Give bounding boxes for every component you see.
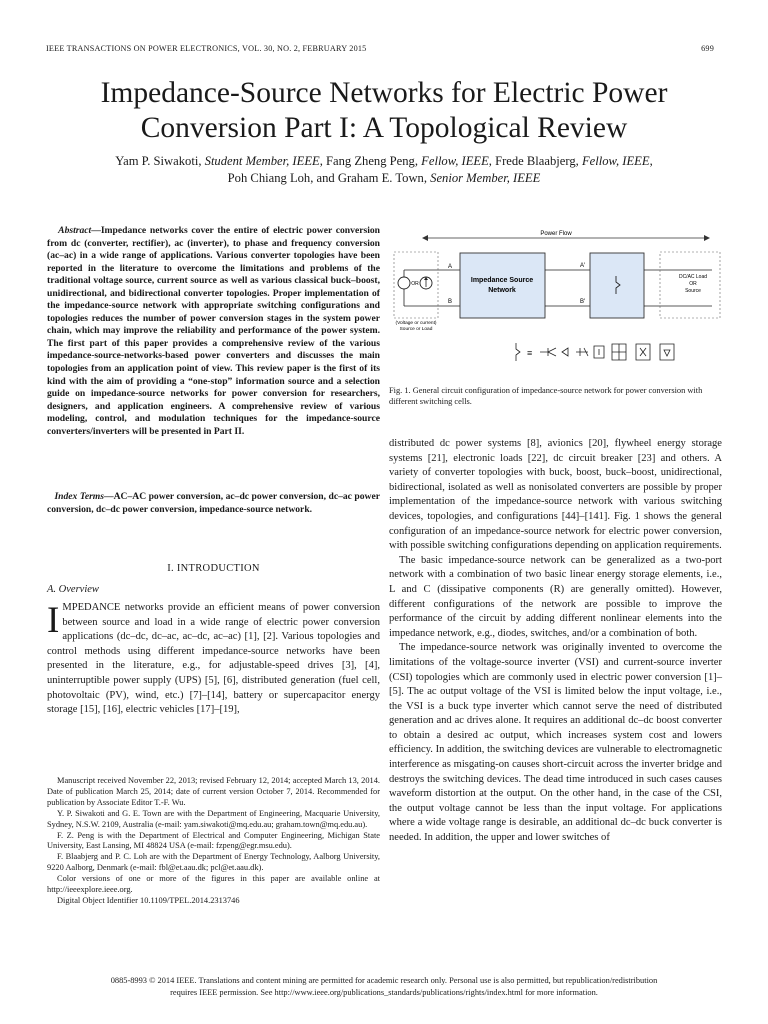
right-column-text — [389, 437, 722, 846]
svg-text:Impedance Source: Impedance Source — [470, 277, 534, 284]
paragraph: The basic impedance-source network can be generalized as a two-port network with a combination of two basic linear energy storage elements, i.e., L and C (dissipative components (R) are generally omitted). However, different configurations of the network are possible to improve the performance of the circuit by adding different nonlinear elements into the impedance network, e.g., diodes, switches, and/or a combination of both. — [389, 554, 722, 639]
intro-text: IMPEDANCE networks provide an efficient means of power conversion between source and load in a wide range of electric power conversion applications (dc–dc, dc–ac, ac–dc, ac–ac) [1], [2]. Various topologies and control methods using different impedance-source networks have been presented in the literature, e.g., for adjustable-speed drives [3], [4], uninterruptible power supply (UPS) [5], [6], distributed generation (fuel cell, photovoltaic (PV), wind, etc.) [7]–[14], battery or supercapacitor energy storage [15], [16], electric vehicles [17]–[19], — [47, 600, 380, 716]
impedance-network-box — [460, 253, 545, 318]
svg-text:Source or Load: Source or Load — [399, 327, 433, 332]
svg-text:DC/AC Load: DC/AC Load — [678, 274, 708, 280]
footnote-affiliation-2: F. Z. Peng is with the Department of Electrical and Computer Engineering, Michigan State University, East Lansing, MI 48824 USA (e-mail: fzpeng@egr.msu.edu). — [47, 830, 380, 851]
power-flow-label: Power Flow — [540, 231, 572, 237]
abstract-label: Abstract — [58, 225, 92, 236]
footnote-affiliation-1: Y. P. Siwakoti and G. E. Town are with the Department of Engineering, Macquarie University, Sydney, N.S.W. 2109, Australia (e-mail: yam.siwakoti@mq.edu.au; graham.town@mq.edu.au). — [47, 808, 380, 829]
svg-text:≡: ≡ — [527, 348, 533, 358]
svg-text:B: B — [448, 299, 453, 305]
index-terms — [47, 491, 380, 516]
paragraph: The impedance-source network was originally invented to overcome the limitations of the voltage-source inverter (VSI) and current-source inverter (CSI) topologies which are commonly used in electric power conversion [1]–[5]. The ac output voltage of the VSI is limited below the input voltage, i.e., the VSI is a buck type inverter which cannot serve the need of distributed generation and ac drives alone. It requires an additional dc–dc boost converter to obtain a desired ac output, which increases system cost and lowers efficiency. In addition, the switching devices are vulnerable to electromagnetic interference as misgating-on causes short-circuit across the inverter bridge and destroys the switching devices. The dead time introduced in such cases causes waveform distortion at the output. On the other hand, in the case of the CSI, the output voltage cannot be less than the input voltage. For applications where a wide voltage range is desirable, an additional dc–dc buck converter is needed. In addition, the upper and lower switches of — [389, 642, 722, 844]
author-list — [40, 153, 728, 187]
svg-text:A: A — [448, 264, 453, 270]
journal-info: IEEE TRANSACTIONS ON POWER ELECTRONICS, VOL. 30, NO. 2, FEBRUARY 2015 — [46, 44, 367, 53]
author-line-1: Yam P. Siwakoti, Student Member, IEEE, Fang Zheng Peng, Fellow, IEEE, Frede Blaabjerg, Fellow, IEEE, — [115, 154, 653, 168]
svg-text:A′: A′ — [580, 263, 586, 269]
footnotes — [47, 776, 380, 907]
svg-text:Network: Network — [488, 287, 516, 294]
author-line-2: Poh Chiang Loh, and Graham E. Town, Senior Member, IEEE — [227, 171, 541, 185]
svg-text:OR: OR — [411, 281, 419, 287]
page-number: 699 — [701, 44, 714, 53]
svg-text:OR: OR — [689, 281, 697, 287]
abstract — [47, 225, 380, 438]
svg-text:Source: Source — [685, 288, 701, 294]
copyright-note: 0885-8993 © 2014 IEEE. Translations and content mining are permitted for academic research only. Personal use is also permitted, but republication/redistribution requires IEEE permission. See http://www.ieee.org/publications_standards/publications/rights/index.html for more information. — [110, 976, 658, 997]
index-terms-label: Index Terms — [54, 491, 105, 502]
footnote-manuscript: Manuscript received November 22, 2013; revised February 12, 2014; accepted March 13, 2014. Date of publication March 25, 2014; date of current version October 7, 2014. Recommended for publication by Associate Editor T.-F. Wu. — [47, 776, 380, 807]
title-line-1: Impedance-Source Networks for Electric Power — [100, 77, 668, 109]
paragraph: distributed dc power systems [8], avionics [20], flywheel energy storage systems [21], electronic loads [22], dc circuit breaker [23] and others. A variety of converter topologies with buck, boost, buck–boost, unidirectional, bidirectional, isolated as well as nonisolated converters are possible by proper implementation of the impedance-source network with various switching devices, topologies, and configurations [44]–[141]. Fig. 1 shows the general configuration of an impedance-source network for electric power conversion, with possible switching configurations depending on application requirements. — [389, 438, 722, 552]
svg-text:B′: B′ — [580, 299, 586, 305]
title-line-2: Conversion Part I: A Topological Review — [140, 112, 628, 144]
switching-cell-box — [590, 253, 644, 318]
running-header — [46, 44, 714, 53]
circuit-diagram — [390, 230, 723, 375]
figure-1 — [390, 230, 723, 375]
footnote-color: Color versions of one or more of the figures in this paper are available online at http://ieeexplore.ieee.org. — [47, 874, 380, 895]
switch-variants — [516, 343, 674, 361]
figure-caption: Fig. 1. General circuit configuration of impedance-source network for power conversion with different switching cells. — [389, 386, 703, 407]
voltage-source-icon — [398, 277, 410, 289]
index-terms-text: —AC–AC power conversion, ac–dc power conversion, dc–ac power conversion, dc–dc power conversion, impedance-source network. — [47, 491, 380, 515]
svg-text:(Voltage or current): (Voltage or current) — [395, 321, 437, 326]
paper-title — [30, 76, 738, 146]
abstract-text: —Impedance networks cover the entire of electric power conversion from dc (converter, rectifier), ac (inverter), to phase and frequency conversion (ac–ac) in a wide range of applications. Various converter topologies have been reported in the literature to overcome the limitations and problems of the traditional voltage source, current source as well as various classical buck–boost, unidirectional, and bidirectional converter topologies. Proper implementation of the impedance-source network with appropriate switching configurations and topologies reduces the number of power conversion stages in the system power chain, which may improve the reliability and performance of the power system. The first part of this paper provides a comprehensive review of the various impedance-source-networks-based power converters and discusses the main topologies from an application point of view. This review paper is the first of its kind with the aim of providing a “one-stop” information source and a selection guide on impedance-source networks for power conversion for researchers, designers, and application engineers. A comprehensive review of various modeling, control, and modulation techniques for the impedance-source converters/inverters will be presented in Part II. — [47, 225, 380, 437]
subsection-heading: A. Overview — [47, 584, 99, 595]
footnote-affiliation-3: F. Blaabjerg and P. C. Loh are with the Department of Energy Technology, Aalborg University, 9220 Aalborg, Denmark (e-mail: fbl@et.aau.dk; pcl@et.aau.dk). — [47, 852, 380, 873]
drop-cap: I — [47, 600, 60, 641]
section-heading: I. INTRODUCTION — [167, 563, 260, 574]
footnote-doi: Digital Object Identifier 10.1109/TPEL.2014.2313746 — [57, 895, 240, 905]
